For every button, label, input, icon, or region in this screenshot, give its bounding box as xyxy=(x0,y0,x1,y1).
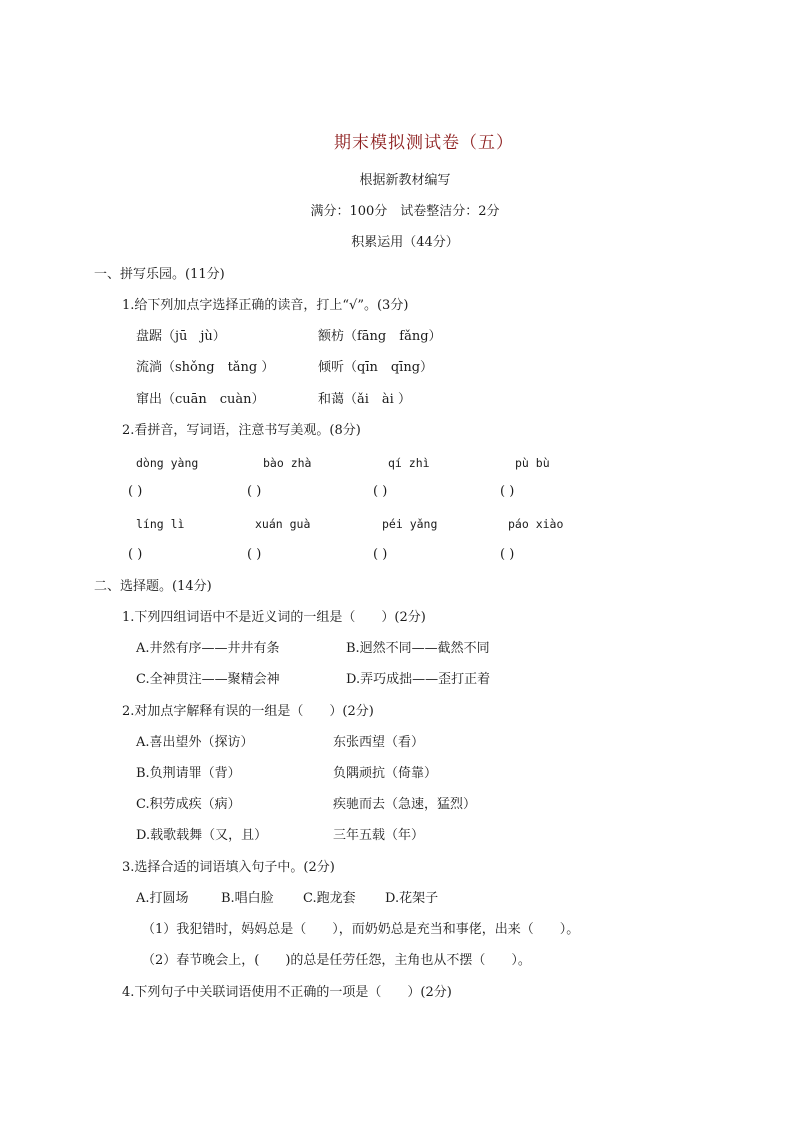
answer-blank[interactable]: ( ) xyxy=(128,484,143,499)
option-item: D.花架子 xyxy=(385,891,439,906)
question-1-2-prompt: 2.看拼音，写词语，注意书写美观。(8分) xyxy=(122,423,361,438)
pinyin-cue: páo xiào xyxy=(508,517,564,531)
option-item: 负隅顽抗（倚靠） xyxy=(333,766,438,781)
option-item: A.井然有序——井井有条 xyxy=(136,641,280,656)
option-item: B.迥然不同——截然不同 xyxy=(346,641,490,656)
score-line: 满分：100分 试卷整洁分：2分 xyxy=(310,204,500,219)
pronunciation-item: 窜出（cuān cuàn） xyxy=(136,392,265,407)
option-item: 东张西望（看） xyxy=(333,735,425,750)
pinyin-cue: qí zhì xyxy=(388,456,430,470)
subtitle: 根据新教材编写 xyxy=(359,173,451,188)
pinyin-cue: péi yǎng xyxy=(382,517,438,531)
option-item: A.打圆场 xyxy=(136,891,189,906)
option-item: D.载歌载舞（又，且） xyxy=(136,828,268,843)
option-item: D.弄巧成拙——歪打正着 xyxy=(346,672,491,687)
section-2-heading: 二、选择题。(14分) xyxy=(94,579,212,594)
pronunciation-item: 和蔼（ǎi ài ） xyxy=(318,392,411,407)
pinyin-cue: bào zhà xyxy=(263,456,312,470)
option-item: A.喜出望外（探访） xyxy=(136,735,254,750)
answer-blank[interactable]: ( ) xyxy=(373,484,388,499)
option-item: C.全神贯注——聚精会神 xyxy=(136,672,280,687)
option-item: 三年五载（年） xyxy=(333,828,425,843)
answer-blank[interactable]: ( ) xyxy=(373,547,388,562)
answer-blank[interactable]: ( ) xyxy=(247,484,262,499)
option-item: B.负荆请罪（背） xyxy=(136,766,241,781)
pronunciation-item: 额枋（fāng fǎng） xyxy=(318,329,442,344)
question-2-3-prompt: 3.选择合适的词语填入句子中。(2分) xyxy=(122,860,335,875)
option-item: B.唱白脸 xyxy=(221,891,274,906)
pronunciation-item: 盘踞（jū jù） xyxy=(136,329,226,344)
pinyin-cue: xuán guà xyxy=(255,517,311,531)
pinyin-cue: pù bù xyxy=(515,456,550,470)
fill-sentence: （1）我犯错时，妈妈总是（ ），而奶奶总是充当和事佬，出来（ ）。 xyxy=(142,922,580,937)
answer-blank[interactable]: ( ) xyxy=(247,547,262,562)
option-item: C.积劳成疾（病） xyxy=(136,797,241,812)
part-heading: 积累运用（44分） xyxy=(351,235,459,250)
pinyin-cue: líng lì xyxy=(136,517,185,531)
question-2-4-prompt: 4.下列句子中关联词语使用不正确的一项是（ ）(2分) xyxy=(122,985,452,1000)
question-1-1-prompt: 1.给下列加点字选择正确的读音，打上“√”。(3分) xyxy=(122,298,409,313)
question-2-2-prompt: 2.对加点字解释有误的一组是（ ）(2分) xyxy=(122,704,374,719)
answer-blank[interactable]: ( ) xyxy=(500,547,515,562)
section-1-heading: 一、拼写乐园。(11分) xyxy=(94,267,225,282)
option-item: 疾驰而去（急速，猛烈） xyxy=(333,797,477,812)
answer-blank[interactable]: ( ) xyxy=(500,484,515,499)
pronunciation-item: 流淌（shǒng tǎng ） xyxy=(136,360,275,375)
pronunciation-item: 倾听（qīn qīng） xyxy=(318,360,434,375)
page-title: 期末模拟测试卷（五） xyxy=(334,133,514,153)
option-item: C.跑龙套 xyxy=(303,891,356,906)
fill-sentence: （2）春节晚会上，( )的总是任劳任怨，主角也从不摆（ ）。 xyxy=(142,953,531,968)
answer-blank[interactable]: ( ) xyxy=(128,547,143,562)
pinyin-cue: dòng yàng xyxy=(136,456,199,470)
question-2-1-prompt: 1.下列四组词语中不是近义词的一组是（ ）(2分) xyxy=(122,610,426,625)
